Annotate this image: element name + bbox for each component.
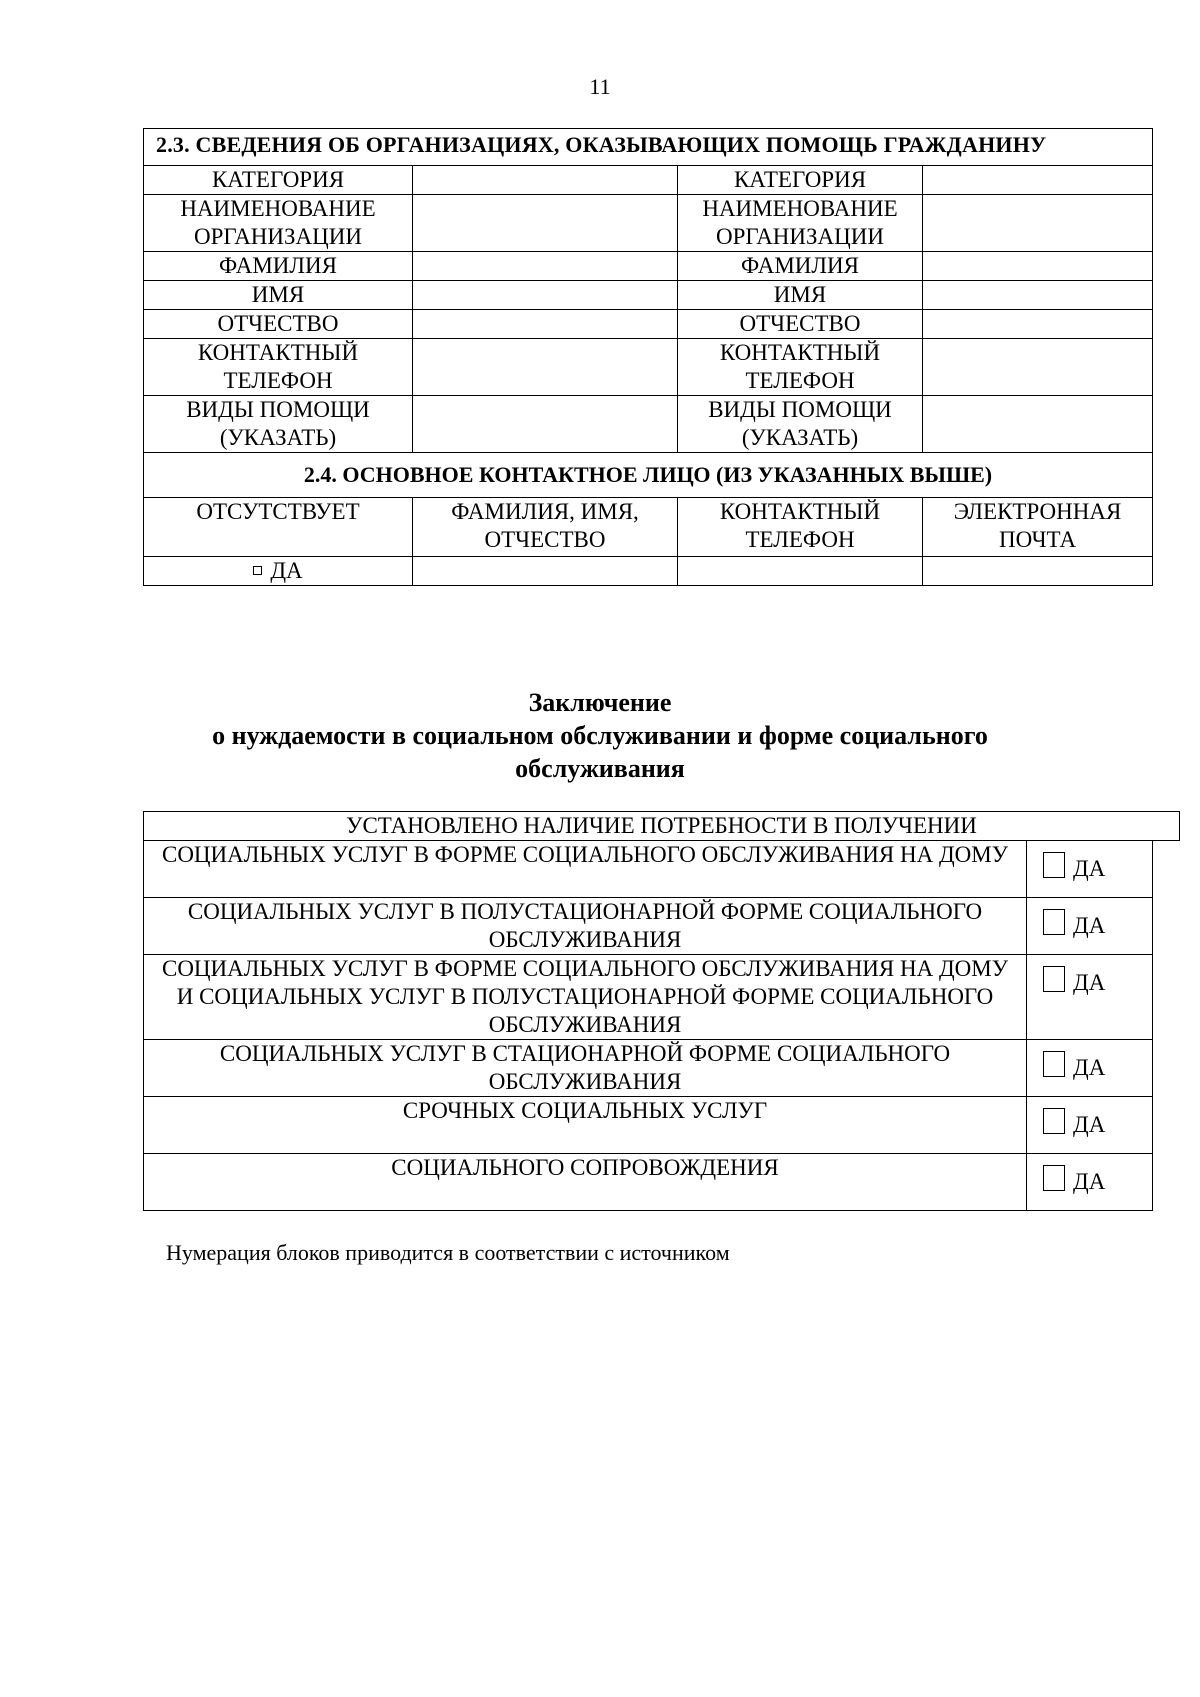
org1-firstname-label: ИМЯ xyxy=(144,281,413,310)
service-urgent: СРОЧНЫХ СОЦИАЛЬНЫХ УСЛУГ xyxy=(144,1097,1027,1154)
needs-table xyxy=(143,840,1153,1211)
org1-phone-label: КОНТАКТНЫЙ ТЕЛЕФОН xyxy=(144,339,413,396)
org1-patronymic-label: ОТЧЕСТВО xyxy=(144,310,413,339)
org1-surname-value[interactable] xyxy=(413,252,678,281)
org2-surname-label: ФАМИЛИЯ xyxy=(678,252,923,281)
option-label: ДА xyxy=(1073,856,1106,881)
org2-help-types-label: ВИДЫ ПОМОЩИ (УКАЗАТЬ) xyxy=(678,396,923,453)
checkbox-icon[interactable] xyxy=(1043,966,1065,992)
option-label: ДА xyxy=(1073,1169,1106,1194)
service-accompaniment: СОЦИАЛЬНОГО СОПРОВОЖДЕНИЯ xyxy=(144,1154,1027,1211)
service-stationary-option[interactable] xyxy=(1027,1040,1153,1097)
contact-phone-value[interactable] xyxy=(678,557,923,586)
org2-patronymic-value[interactable] xyxy=(923,310,1153,339)
section-2-3-title: 2.3. СВЕДЕНИЯ ОБ ОРГАНИЗАЦИЯХ, ОКАЗЫВАЮЩИХ ПОМОЩЬ ГРАЖДАНИНУ xyxy=(144,129,1153,166)
contact-absent-header: ОТСУТСТВУЕТ xyxy=(144,498,413,557)
organizations-table xyxy=(143,128,1153,586)
org2-name-label: НАИМЕНОВАНИЕ ОРГАНИЗАЦИИ xyxy=(678,195,923,252)
conclusion-title-line-3: обслуживания xyxy=(515,754,685,783)
contact-absent-cell[interactable] xyxy=(144,557,413,586)
service-semi-stationary-option[interactable] xyxy=(1027,898,1153,955)
service-urgent-option[interactable] xyxy=(1027,1097,1153,1154)
org2-firstname-value[interactable] xyxy=(923,281,1153,310)
org2-firstname-label: ИМЯ xyxy=(678,281,923,310)
org1-category-value[interactable] xyxy=(413,166,678,195)
checkbox-icon[interactable] xyxy=(1043,1051,1065,1077)
checkbox-icon[interactable] xyxy=(1043,1108,1065,1134)
org2-category-label: КАТЕГОРИЯ xyxy=(678,166,923,195)
option-label: ДА xyxy=(1073,1055,1106,1080)
page-number: 11 xyxy=(589,74,611,99)
contact-email-value[interactable] xyxy=(923,557,1153,586)
org1-help-types-value[interactable] xyxy=(413,396,678,453)
service-home: СОЦИАЛЬНЫХ УСЛУГ В ФОРМЕ СОЦИАЛЬНОГО ОБСЛУЖИВАНИЯ НА ДОМУ xyxy=(144,841,1027,898)
checkbox-icon[interactable] xyxy=(1043,852,1065,878)
option-label: ДА xyxy=(1073,970,1106,995)
checkbox-icon[interactable] xyxy=(253,566,262,575)
footnote: Нумерация блоков приводится в соответствии с источником xyxy=(166,1240,730,1265)
checkbox-icon[interactable] xyxy=(1043,909,1065,935)
checkbox-icon[interactable] xyxy=(1043,1165,1065,1191)
service-semi-stationary: СОЦИАЛЬНЫХ УСЛУГ В ПОЛУСТАЦИОНАРНОЙ ФОРМЕ СОЦИАЛЬНОГО ОБСЛУЖИВАНИЯ xyxy=(144,898,1027,955)
service-stationary: СОЦИАЛЬНЫХ УСЛУГ В СТАЦИОНАРНОЙ ФОРМЕ СОЦИАЛЬНОГО ОБСЛУЖИВАНИЯ xyxy=(144,1040,1027,1097)
contact-absent-option: ДА xyxy=(270,558,303,583)
org2-category-value[interactable] xyxy=(923,166,1153,195)
contact-fullname-value[interactable] xyxy=(413,557,678,586)
org1-category-label: КАТЕГОРИЯ xyxy=(144,166,413,195)
org2-phone-label: КОНТАКТНЫЙ ТЕЛЕФОН xyxy=(678,339,923,396)
org1-name-label: НАИМЕНОВАНИЕ ОРГАНИЗАЦИИ xyxy=(144,195,413,252)
service-accompaniment-option[interactable] xyxy=(1027,1154,1153,1211)
org1-surname-label: ФАМИЛИЯ xyxy=(144,252,413,281)
org1-phone-value[interactable] xyxy=(413,339,678,396)
service-home-option[interactable] xyxy=(1027,841,1153,898)
conclusion-title-line-2: о нуждаемости в социальном обслуживании и форме социального xyxy=(212,721,988,750)
contact-email-header: ЭЛЕКТРОННАЯ ПОЧТА xyxy=(923,498,1153,557)
contact-phone-header: КОНТАКТНЫЙ ТЕЛЕФОН xyxy=(678,498,923,557)
org1-patronymic-value[interactable] xyxy=(413,310,678,339)
service-home-and-semi-stationary: СОЦИАЛЬНЫХ УСЛУГ В ФОРМЕ СОЦИАЛЬНОГО ОБСЛУЖИВАНИЯ НА ДОМУ И СОЦИАЛЬНЫХ УСЛУГ В ПОЛУСТАЦИОНАРНОЙ ФОРМЕ СОЦИАЛЬНОГО ОБСЛУЖИВАНИЯ xyxy=(144,955,1027,1040)
contact-fullname-header: ФАМИЛИЯ, ИМЯ, ОТЧЕСТВО xyxy=(413,498,678,557)
org1-help-types-label: ВИДЫ ПОМОЩИ (УКАЗАТЬ) xyxy=(144,396,413,453)
needs-table-header: УСТАНОВЛЕНО НАЛИЧИЕ ПОТРЕБНОСТИ В ПОЛУЧЕНИИ xyxy=(143,811,1180,841)
option-label: ДА xyxy=(1073,1112,1106,1137)
org2-surname-value[interactable] xyxy=(923,252,1153,281)
org2-help-types-value[interactable] xyxy=(923,396,1153,453)
service-home-and-semi-stationary-option[interactable] xyxy=(1027,955,1153,1040)
conclusion-title xyxy=(0,686,1200,785)
org2-phone-value[interactable] xyxy=(923,339,1153,396)
org2-patronymic-label: ОТЧЕСТВО xyxy=(678,310,923,339)
org2-name-value[interactable] xyxy=(923,195,1153,252)
org1-name-value[interactable] xyxy=(413,195,678,252)
option-label: ДА xyxy=(1073,913,1106,938)
conclusion-title-line-1: Заключение xyxy=(528,688,672,717)
org1-firstname-value[interactable] xyxy=(413,281,678,310)
section-2-4-title: 2.4. ОСНОВНОЕ КОНТАКТНОЕ ЛИЦО (ИЗ УКАЗАННЫХ ВЫШЕ) xyxy=(144,453,1153,498)
